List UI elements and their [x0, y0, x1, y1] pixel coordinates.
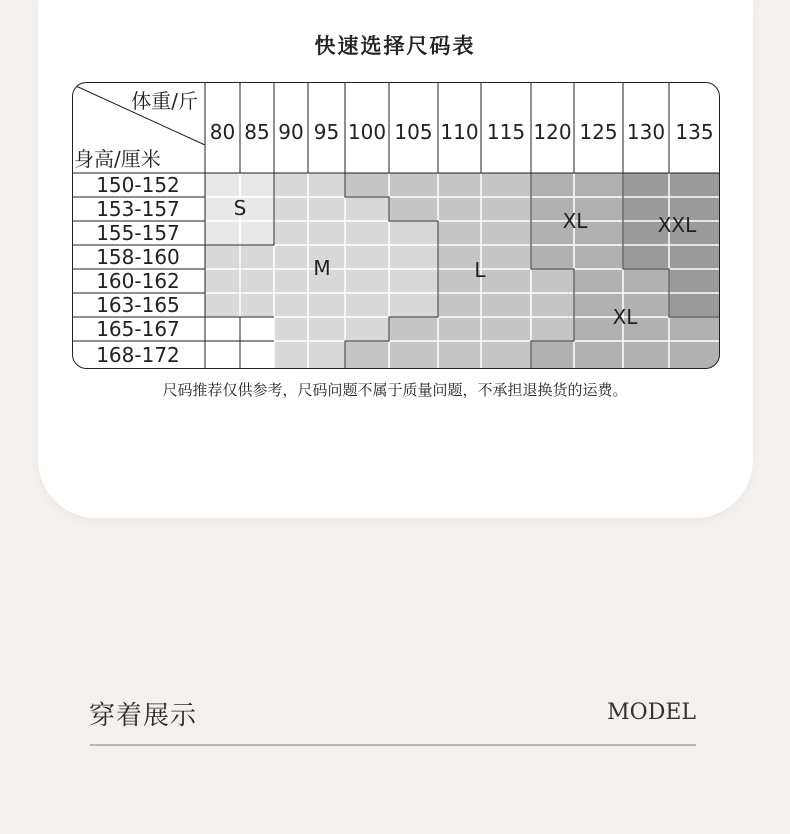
- size-cell: [389, 197, 438, 221]
- size-cell: [574, 173, 623, 197]
- height-label: 163-165: [96, 293, 180, 317]
- size-cell: [574, 341, 623, 369]
- size-cell: [240, 317, 274, 341]
- size-cell: [481, 317, 531, 341]
- size-cell: [438, 293, 481, 317]
- size-cell: [240, 245, 274, 269]
- height-label: 160-162: [96, 269, 180, 293]
- size-cell: [205, 269, 240, 293]
- size-cell: [274, 245, 308, 269]
- size-cell: [240, 341, 274, 369]
- size-region-label: XXL: [657, 213, 697, 237]
- size-cell: [274, 341, 308, 369]
- size-cell: [240, 293, 274, 317]
- size-cell: [438, 317, 481, 341]
- weight-label: 80: [209, 120, 236, 144]
- size-cell: [481, 341, 531, 369]
- size-cell: [205, 221, 240, 245]
- size-cell: [481, 197, 531, 221]
- size-cell: [669, 173, 720, 197]
- size-cell: [205, 173, 240, 197]
- size-region-label: M: [313, 256, 331, 280]
- weight-label: 100: [347, 120, 387, 144]
- weight-label: 130: [626, 120, 666, 144]
- size-cell: [438, 221, 481, 245]
- size-cell: [274, 173, 308, 197]
- size-cell: [669, 341, 720, 369]
- size-cell: [308, 317, 345, 341]
- size-cell: [531, 341, 574, 369]
- size-cell: [669, 317, 720, 341]
- size-cell: [240, 221, 274, 245]
- size-cell: [389, 293, 438, 317]
- weight-label: 95: [313, 120, 340, 144]
- weight-label: 90: [278, 120, 304, 144]
- size-cell: [345, 341, 389, 369]
- size-cell: [531, 317, 574, 341]
- size-region-label: S: [233, 196, 247, 220]
- size-cell: [481, 173, 531, 197]
- size-cell: [274, 293, 308, 317]
- weight-label: 115: [486, 120, 526, 144]
- size-cell: [669, 269, 720, 293]
- size-cell: [240, 269, 274, 293]
- size-cell: [389, 341, 438, 369]
- weight-label: 135: [675, 120, 714, 144]
- size-cell: [308, 221, 345, 245]
- size-chart-title: 快速选择尺码表: [314, 34, 476, 58]
- size-region-label: XL: [562, 209, 588, 233]
- size-cell: [308, 173, 345, 197]
- size-cell: [669, 293, 720, 317]
- size-cell: [205, 317, 240, 341]
- size-cell: [389, 317, 438, 341]
- size-cell: [438, 173, 481, 197]
- size-cell: [274, 197, 308, 221]
- size-cell: [345, 173, 389, 197]
- weight-label: 120: [533, 120, 572, 144]
- size-cell: [531, 245, 574, 269]
- weight-label: 105: [394, 120, 433, 144]
- size-cell: [345, 197, 389, 221]
- size-cell: [623, 245, 669, 269]
- size-chart-table: [72, 82, 720, 369]
- size-cell: [308, 341, 345, 369]
- size-region-label: XL: [612, 305, 638, 329]
- weight-label: 85: [244, 120, 270, 144]
- section-title: 穿着展示: [89, 701, 198, 731]
- size-cell: [389, 245, 438, 269]
- size-cell: [481, 245, 531, 269]
- size-cell: [205, 245, 240, 269]
- section-divider: [90, 744, 696, 746]
- height-label: 165-167: [96, 317, 180, 341]
- size-cell: [669, 245, 720, 269]
- size-cell: [623, 341, 669, 369]
- height-label: 155-157: [96, 221, 180, 245]
- size-cell: [345, 293, 389, 317]
- size-cell: [308, 293, 345, 317]
- size-cell: [274, 221, 308, 245]
- size-cell: [623, 269, 669, 293]
- size-cell: [623, 173, 669, 197]
- weight-axis-label: 体重/斤: [131, 89, 198, 113]
- height-label: 168-172: [96, 343, 180, 367]
- size-chart-svg: [72, 82, 720, 369]
- height-label: 153-157: [96, 197, 180, 221]
- size-cell: [308, 197, 345, 221]
- size-cell: [481, 293, 531, 317]
- weight-label: 110: [440, 120, 479, 144]
- size-cell: [274, 317, 308, 341]
- height-axis-label: 身高/厘米: [74, 147, 161, 171]
- size-region-label: L: [474, 258, 486, 282]
- size-cell: [345, 269, 389, 293]
- size-cell: [574, 269, 623, 293]
- size-cell: [274, 269, 308, 293]
- size-cell: [531, 269, 574, 293]
- size-cell: [481, 221, 531, 245]
- size-cell: [240, 173, 274, 197]
- size-cell: [481, 269, 531, 293]
- size-cell: [345, 245, 389, 269]
- size-disclaimer: 尺码推荐仅供参考，尺码问题不属于质量问题，不承担退换货的运费。: [162, 381, 628, 399]
- size-cell: [205, 293, 240, 317]
- size-cell: [438, 341, 481, 369]
- size-cell: [389, 221, 438, 245]
- size-cell: [345, 221, 389, 245]
- size-cell: [389, 173, 438, 197]
- size-cell: [205, 341, 240, 369]
- size-cell: [531, 173, 574, 197]
- section-english-title: MODEL: [607, 700, 696, 725]
- height-label: 158-160: [96, 245, 180, 269]
- size-cell: [389, 269, 438, 293]
- size-cell: [531, 293, 574, 317]
- size-cell: [345, 317, 389, 341]
- weight-label: 125: [579, 120, 618, 144]
- height-label: 150-152: [96, 173, 180, 197]
- size-cell: [438, 197, 481, 221]
- size-cell: [574, 245, 623, 269]
